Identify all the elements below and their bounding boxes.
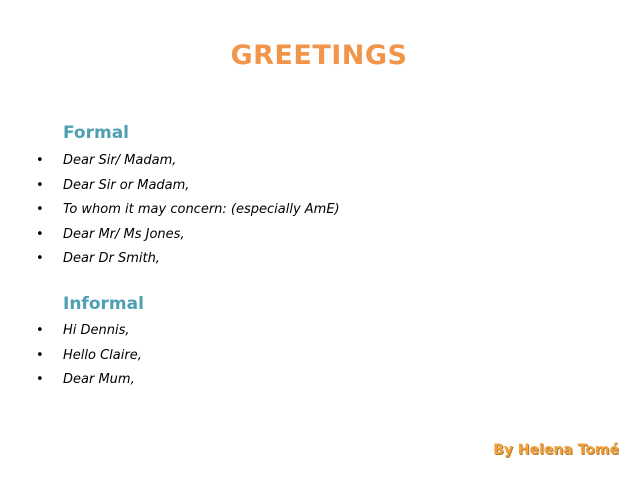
bullet-icon: • <box>36 226 44 242</box>
formal-item-text: To whom it may concern: (especially AmE) <box>63 202 340 217</box>
bullet-icon: • <box>36 347 44 363</box>
bullet-icon: • <box>36 153 44 168</box>
formal-item-text: Dear Sir/ Madam, <box>63 153 177 168</box>
bullet-icon: • <box>36 323 44 338</box>
formal-heading: Formal <box>63 123 129 143</box>
bullet-icon: • <box>36 251 44 266</box>
bullet-icon: • <box>36 372 44 387</box>
formal-item-text: Dear Mr/ Ms Jones, <box>63 226 185 242</box>
author-credit: By Helena Tomé <box>493 442 619 458</box>
slide-title: GREETINGS <box>230 40 408 71</box>
informal-heading: Informal <box>63 294 144 314</box>
informal-item-text: Dear Mum, <box>63 372 135 387</box>
informal-item-text: Hi Dennis, <box>63 323 130 338</box>
formal-item-text: Dear Dr Smith, <box>63 251 160 266</box>
bullet-icon: • <box>36 177 44 193</box>
informal-item-text: Hello Claire, <box>63 347 142 363</box>
formal-item-text: Dear Sir or Madam, <box>63 177 190 193</box>
bullet-icon: • <box>36 202 44 217</box>
